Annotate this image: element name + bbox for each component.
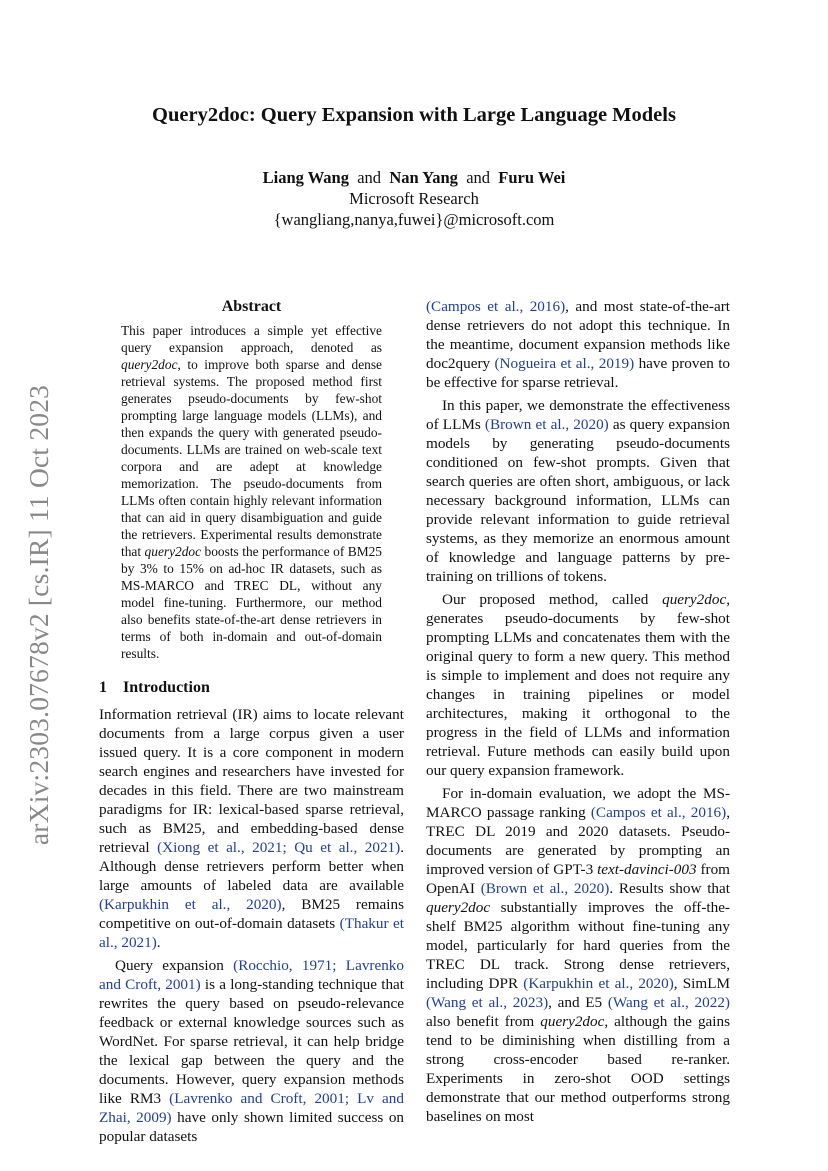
citation-link[interactable]: (Karpukhin et al., 2020) bbox=[523, 975, 674, 992]
paragraph-span: substantially improves the off-the-shelf BM25 algorithm without fine-tuning any model, particularly for hard queries from the TREC DL track. Strong dense retrievers, including DPR bbox=[426, 899, 730, 992]
method-name-emphasis: query2doc bbox=[540, 1013, 605, 1030]
author-separator: and bbox=[357, 168, 382, 187]
paragraph-span: . Results show that bbox=[609, 880, 730, 897]
paragraph-span: In this paper, we demonstrate the effectiveness of LLMs bbox=[426, 397, 730, 433]
citation-link[interactable]: (Lavrenko and Croft, 2001; Lv and Zhai, 2009) bbox=[99, 1090, 404, 1126]
abstract-emphasis: query2doc bbox=[121, 357, 178, 372]
left-column bbox=[99, 297, 404, 1146]
author-names bbox=[0, 167, 828, 188]
author-name: Liang Wang bbox=[262, 168, 349, 187]
intro-paragraph-5 bbox=[426, 784, 730, 1126]
paragraph-span: , BM25 remains competitive on out-of-domain datasets bbox=[99, 896, 404, 932]
paragraph-span: have only shown limited success on popular datasets bbox=[99, 1109, 405, 1145]
abstract-heading: Abstract bbox=[221, 298, 282, 315]
paragraph-span: also benefit from bbox=[426, 1013, 541, 1030]
section-number: 1 bbox=[99, 679, 107, 696]
author-separator: and bbox=[466, 168, 491, 187]
paragraph-span: , and E5 bbox=[548, 994, 608, 1011]
arxiv-sidebar bbox=[20, 375, 58, 855]
citation-link[interactable]: (Wang et al., 2023) bbox=[426, 994, 549, 1011]
paragraph-span: is a long-standing technique that rewrites the query based on pseudo-relevance feedback or external knowledge sources such as WordNet. For sparse retrieval, it can help bridge the lexical gap between the query and the documents. However, query expansion methods like RM3 bbox=[99, 976, 404, 1107]
citation-link[interactable]: (Nogueira et al., 2019) bbox=[494, 355, 635, 372]
citation-link[interactable]: (Brown et al., 2020) bbox=[480, 880, 610, 897]
intro-paragraph-2-continued bbox=[426, 297, 730, 392]
author-name: Nan Yang bbox=[389, 168, 458, 187]
paragraph-span: . Although dense retrievers perform better when large amounts of labeled data are available bbox=[99, 839, 404, 894]
intro-paragraph-4 bbox=[426, 590, 730, 780]
citation-link[interactable]: (Xiong et al., 2021; Qu et al., 2021) bbox=[157, 839, 401, 856]
paragraph-span: have proven to be effective for sparse retrieval. bbox=[426, 355, 731, 391]
right-column bbox=[426, 297, 730, 1126]
intro-paragraph-2 bbox=[99, 956, 404, 1146]
model-name-emphasis: text-davinci-003 bbox=[597, 861, 697, 878]
abstract-span: This paper introduces a simple yet effective query expansion approach, denoted as bbox=[121, 323, 382, 355]
abstract-span: boosts the performance of BM25 by 3% to 15% on ad-hoc IR datasets, such as MS-MARCO and TREC DL, without any model fine-tuning. Furthermore, our method also benefits state-of-the-art dense retrievers in terms of both in-domain and out-of-domain results. bbox=[121, 544, 382, 661]
citation-link[interactable]: (Campos et al., 2016) bbox=[426, 298, 566, 315]
paragraph-span: Our proposed method, called bbox=[442, 591, 663, 608]
paragraph-span: , and most state-of-the-art dense retrievers do not adopt this technique. In the meantime, document expansion methods like doc2query bbox=[426, 298, 730, 372]
intro-paragraph-3 bbox=[426, 396, 730, 586]
abstract-emphasis: query2doc bbox=[144, 544, 202, 559]
author-block bbox=[0, 167, 828, 230]
paragraph-span: Query expansion bbox=[115, 957, 234, 974]
author-name: Furu Wei bbox=[498, 168, 566, 187]
citation-link[interactable]: (Karpukhin et al., 2020) bbox=[99, 896, 282, 913]
section-title: Introduction bbox=[123, 679, 210, 696]
arxiv-identifier: arXiv:2303.07678v2 [cs.IR] 11 Oct 2023 bbox=[23, 384, 54, 846]
paragraph-span: . bbox=[156, 934, 161, 951]
author-affiliation: Microsoft Research bbox=[349, 189, 479, 208]
paragraph-span: as query expansion models by generating pseudo-documents conditioned on few-shot prompts. Given that search queries are often short, ambiguous, or lack necessary background information, LLMs can provide relevant information to guide retrieval systems, as they memorize an enormous amount of knowledge and language patterns by pre-training on trillions of tokens. bbox=[426, 416, 730, 585]
paragraph-span: , generates pseudo-documents by few-shot prompting LLMs and concatenates them with the original query to form a new query. This method is simple to implement and does not require any changes in training pipelines or model architectures, making it orthogonal to the progress in the field of LLMs and information retrieval. Future methods can easily build upon our query expansion framework. bbox=[426, 591, 730, 779]
paragraph-span: from OpenAI bbox=[426, 861, 731, 897]
method-name-emphasis: query2doc bbox=[426, 899, 491, 916]
citation-link[interactable]: (Campos et al., 2016) bbox=[590, 804, 727, 821]
paragraph-span: , although the gains tend to be diminishing when distilling from a strong cross-encoder based re-ranker. Experiments in zero-shot OOD settings demonstrate that our method outperforms strong baselines on most bbox=[426, 1013, 731, 1125]
citation-link[interactable]: (Brown et al., 2020) bbox=[484, 416, 609, 433]
citation-link[interactable]: (Rocchio, 1971; Lavrenko and Croft, 2001) bbox=[99, 957, 404, 993]
method-name-emphasis: query2doc bbox=[662, 591, 727, 608]
abstract-span: , to improve both sparse and dense retrieval systems. The proposed method first generates pseudo-documents by few-shot prompting large language models (LLMs), and then expands the query with generated pseudo-documents. LLMs are trained on web-scale text corpora and are adept at knowledge memorization. The pseudo-documents from LLMs often contain highly relevant information that can aid in query disambiguation and guide the retrievers. Experimental results demonstrate that bbox=[121, 357, 382, 559]
paragraph-span: Information retrieval (IR) aims to locate relevant documents from a large corpus given a user issued query. It is a core component in modern search engines and researchers have invested for decades in this field. There are two mainstream paradigms for IR: lexical-based sparse retrieval, such as BM25, and embedding-based dense retrieval bbox=[99, 706, 404, 856]
paper-title: Query2doc: Query Expansion with Large Language Models bbox=[152, 104, 676, 126]
paragraph-span: For in-domain evaluation, we adopt the MS-MARCO passage ranking bbox=[426, 785, 730, 821]
section-heading-introduction bbox=[99, 678, 404, 697]
paragraph-span: , TREC DL 2019 and 2020 datasets. Pseudo-documents are generated by prompting an improved version of GPT-3 bbox=[426, 804, 730, 878]
author-email: {wangliang,nanya,fuwei}@microsoft.com bbox=[273, 210, 555, 229]
paragraph-span: , SimLM bbox=[673, 975, 730, 992]
abstract-text bbox=[121, 322, 382, 662]
intro-paragraph-1 bbox=[99, 705, 404, 952]
citation-link[interactable]: (Thakur et al., 2021) bbox=[99, 915, 404, 951]
citation-link[interactable]: (Wang et al., 2022) bbox=[607, 994, 730, 1011]
